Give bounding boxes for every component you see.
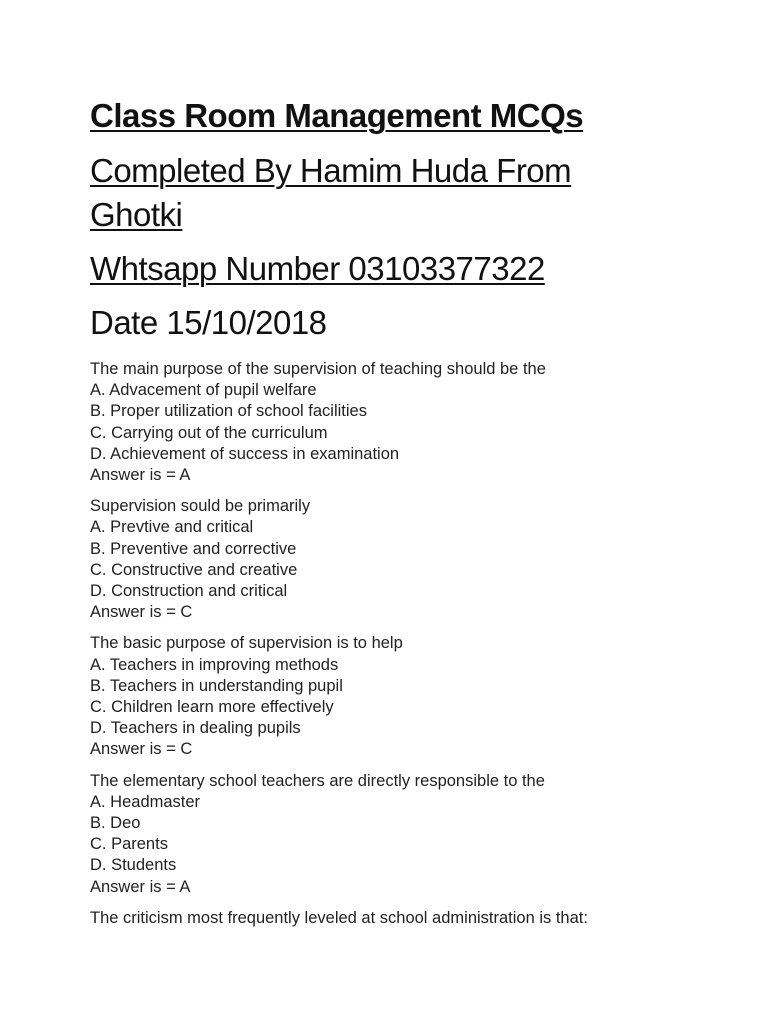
question-block [90,359,730,486]
question-text: The elementary school teachers are directly responsible to the [90,771,545,790]
option-d: D. Construction and critical [90,582,288,601]
author-line [90,149,730,237]
option-d: D. Students [90,856,177,875]
question-block [90,908,730,929]
option-b: B. Proper utilization of school facilities [90,402,367,421]
option-c: C. Constructive and creative [90,560,298,579]
answer-line: Answer is = C [90,603,193,622]
option-c: C. Children learn more effectively [90,698,334,717]
question-block [90,496,730,623]
answer-line: Answer is = A [90,466,191,485]
question-block [90,633,730,760]
question-text: The basic purpose of supervision is to help [90,634,403,653]
document-title: Class Room Management MCQs [90,97,584,134]
question-list [90,359,730,929]
question-text: The main purpose of the supervision of teaching should be the [90,360,546,378]
question-text: The criticism most frequently leveled at school administration is that: [90,908,588,927]
option-c: C. Carrying out of the curriculum [90,423,328,442]
document-page [90,94,730,939]
option-d: D. Teachers in dealing pupils [90,719,301,738]
option-a: A. Headmaster [90,792,201,811]
author-line-1: Completed By Hamim Huda From [90,152,572,189]
option-c: C. Parents [90,835,168,854]
option-b: B. Teachers in understanding pupil [90,676,343,695]
option-a: A. Advacement of pupil welfare [90,381,317,400]
option-d: D. Achievement of success in examination [90,444,400,463]
option-a: A. Prevtive and critical [90,518,254,537]
whatsapp-number: Whtsapp Number 03103377322 [90,250,545,287]
answer-line: Answer is = A [90,877,191,896]
question-block [90,771,730,898]
author-line-2: Ghotki [90,196,183,233]
answer-line: Answer is = C [90,740,193,759]
question-text: Supervision sould be primarily [90,497,311,516]
option-b: B. Preventive and corrective [90,539,297,558]
option-a: A. Teachers in improving methods [90,655,339,674]
document-date: Date 15/10/2018 [90,304,327,341]
option-b: B. Deo [90,814,141,833]
